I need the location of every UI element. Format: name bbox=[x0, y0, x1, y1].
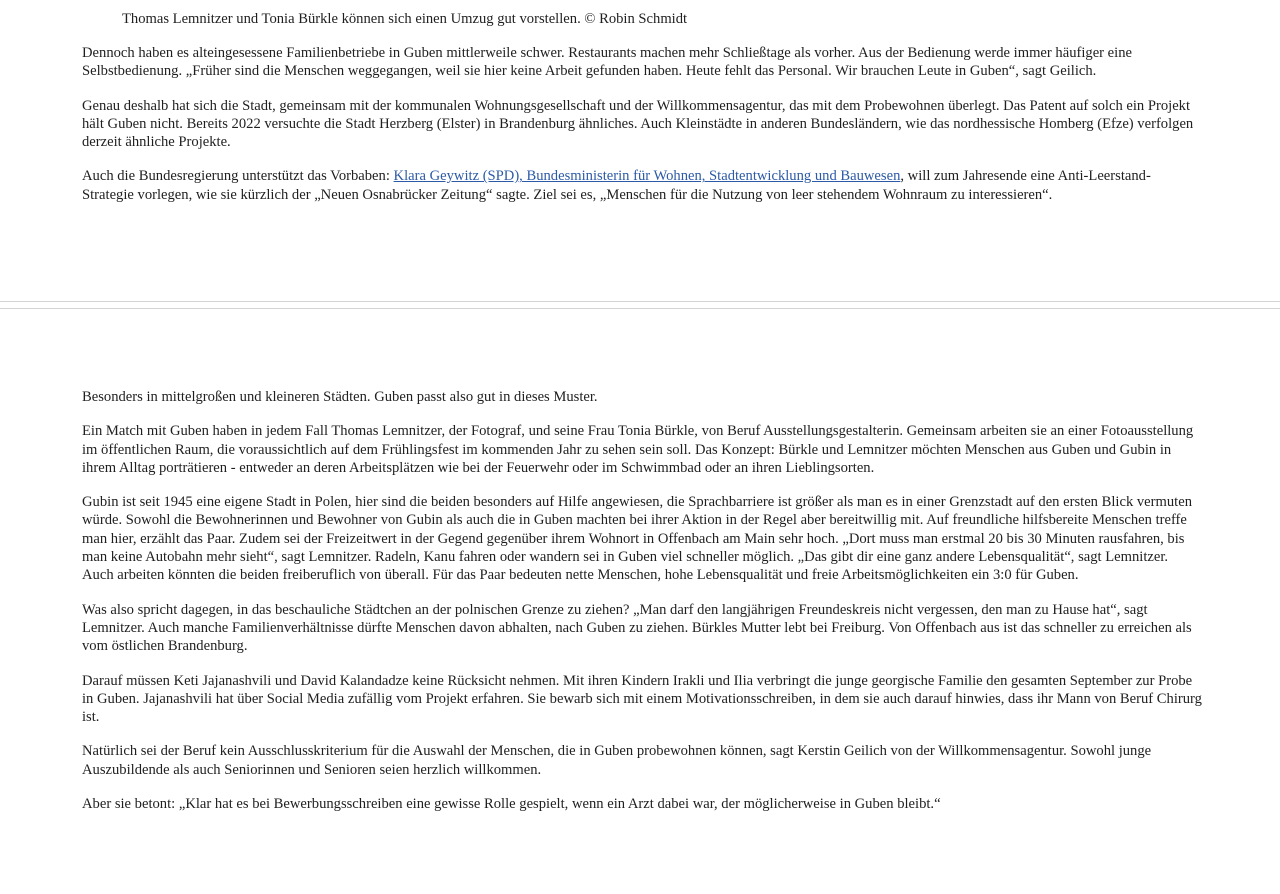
paragraph-match: Ein Match mit Guben haben in jedem Fall Thomas Lemnitzer, der Fotograf, und seine Frau Tonia Bürkle, von Beruf Ausstellungsgestalterin. Gemeinsam arbeiten sie an einer Fotoausstellung im öffentlichen Raum, die voraussichtlich auf dem Frühlingsfest im kommenden Jahr zu sehen sein soll. Das Konzept: Bürkle und Lemnitzer möchten Menschen aus Guben und Gubin in ihrem Alltag porträtieren - entweder an deren Arbeitsplätzen wie bei der Feuerwehr oder im Schwimmbad oder an ihren Lieblingsorten. bbox=[82, 423, 1194, 476]
minister-link[interactable]: Klara Geywitz (SPD), Bundesministerin für Wohnen, Stadtentwicklung und Bauwesen bbox=[393, 168, 901, 185]
paragraph-restaurants: Dennoch haben es alteingesessene Familienbetriebe in Guben mittlerweile schwer. Restaurants machen mehr Schließtage als vorher. Aus der Bedienung werde immer häufiger eine Selbstbedienung. „Früher sind die Menschen weggegangen, weil sie hier keine Arbeit gefunden haben. Heute fehlt das Personal. Wir brauchen Leute in Guben“, sagt Geilich. bbox=[82, 45, 1132, 80]
section-divider-top bbox=[0, 301, 1280, 302]
paragraph-dagegen: Was also spricht dagegen, in das beschauliche Städtchen an der polnischen Grenze zu ziehen? „Man darf den langjährigen Freundeskreis nicht vergessen, den man zu Hause hat“, sagt Lemnitzer. Auch manche Familienverhältnisse dürfte Menschen davon abhalten, nach Guben zu ziehen. Bürkles Mutter lebt bei Freiburg. Von Offenbach aus ist das schneller zu erreichen als vom östlichen Brandenburg. bbox=[82, 601, 1192, 655]
article-section-top bbox=[82, 44, 1202, 220]
paragraph-beruf: Natürlich sei der Beruf kein Ausschlusskriterium für die Auswahl der Menschen, die in Guben probewohnen können, sagt Kerstin Geilich von der Willkommensagentur. Sowohl junge Auszubildende als auch Seniorinnen und Senioren seien herzlich willkommen. bbox=[82, 743, 1152, 778]
paragraph-gubin: Gubin ist seit 1945 eine eigene Stadt in Polen, hier sind die beiden besonders auf Hilfe angewiesen, die Sprachbarriere ist größer als man es in einer Grenzstadt auf den ersten Blick vermuten würde. Sowohl die Bewohnerinnen und Bewohner von Gubin als auch die in Guben machten bei ihrer Aktion in der Regel aber bereitwillig mit. Auf freundliche hilfsbereite Menschen treffe man hier, erzählt das Paar. Zudem sei der Freizeitwert in der Gegend gegenüber ihrem Wohnort in Offenbach am Main sehr hoch. „Dort muss man erstmal 20 bis 30 Minuten rausfahren, bis man keine Autobahn mehr sieht“, sagt Lemnitzer. Radeln, Kanu fahren oder wandern sei in Guben viel schneller möglich. „Das gibt dir eine ganz andere Lebensqualität“, sagt Lemnitzer. Auch arbeiten könnten die beiden freiberuflich von überall. Für das Paar bedeuten nette Menschen, hohe Lebensqualität und freie Arbeitsmöglichkeiten ein 3:0 für Guben. bbox=[82, 494, 1193, 584]
paragraph-muster: Besonders in mittelgroßen und kleineren Städten. Guben passt also gut in dieses Muster. bbox=[82, 389, 598, 405]
image-caption: Thomas Lemnitzer und Tonia Bürkle können sich einen Umzug gut vorstellen. © Robin Schmidt bbox=[122, 11, 688, 27]
paragraph-text-before-link: Auch die Bundesregierung unterstützt das Vorbaben: bbox=[82, 168, 394, 185]
paragraph-bundesregierung bbox=[82, 167, 1202, 204]
paragraph-probewohnen: Genau deshalb hat sich die Stadt, gemeinsam mit der kommunalen Wohnungsgesellschaft und der Willkommensagentur, das mit dem Probewohnen überlegt. Das Patent auf solch ein Projekt hält Guben nicht. Bereits 2022 versuchte die Stadt Herzberg (Elster) in Brandenburg ähnliches. Auch Kleinstädte in anderen Bundesländern, wie das nordhessische Homberg (Efze) verfolgen derzeit ähnliche Projekte. bbox=[82, 97, 1194, 151]
article-section-bottom bbox=[82, 388, 1202, 829]
paragraph-familie: Darauf müssen Keti Jajanashvili und David Kalandadze keine Rücksicht nehmen. Mit ihren Kindern Irakli und Ilia verbringt die junge georgische Familie den gesamten September zur Probe in Guben. Jajanashvili hat über Social Media zufällig vom Projekt erfahren. Sie bewarb sich mit einem Motivationsschreiben, in dem sie auch darauf hinwies, dass ihr Mann von Beruf Chirurg ist. bbox=[82, 672, 1202, 726]
section-divider-bottom bbox=[0, 308, 1280, 309]
paragraph-betont: Aber sie betont: „Klar hat es bei Bewerbungsschreiben eine gewisse Rolle gespielt, wenn ein Arzt dabei war, der möglicherweise in Guben bleibt.“ bbox=[82, 796, 941, 813]
paragraph-text-after-link: , will zum Jahresende eine Anti-Leerstand-Strategie vorlegen, wie sie kürzlich der „Neuen Osnabrücker Zeitung“ sagte. Ziel sei es, „Menschen für die Nutzung von leer stehendem Wohnraum zu interessieren“. bbox=[82, 168, 1151, 203]
